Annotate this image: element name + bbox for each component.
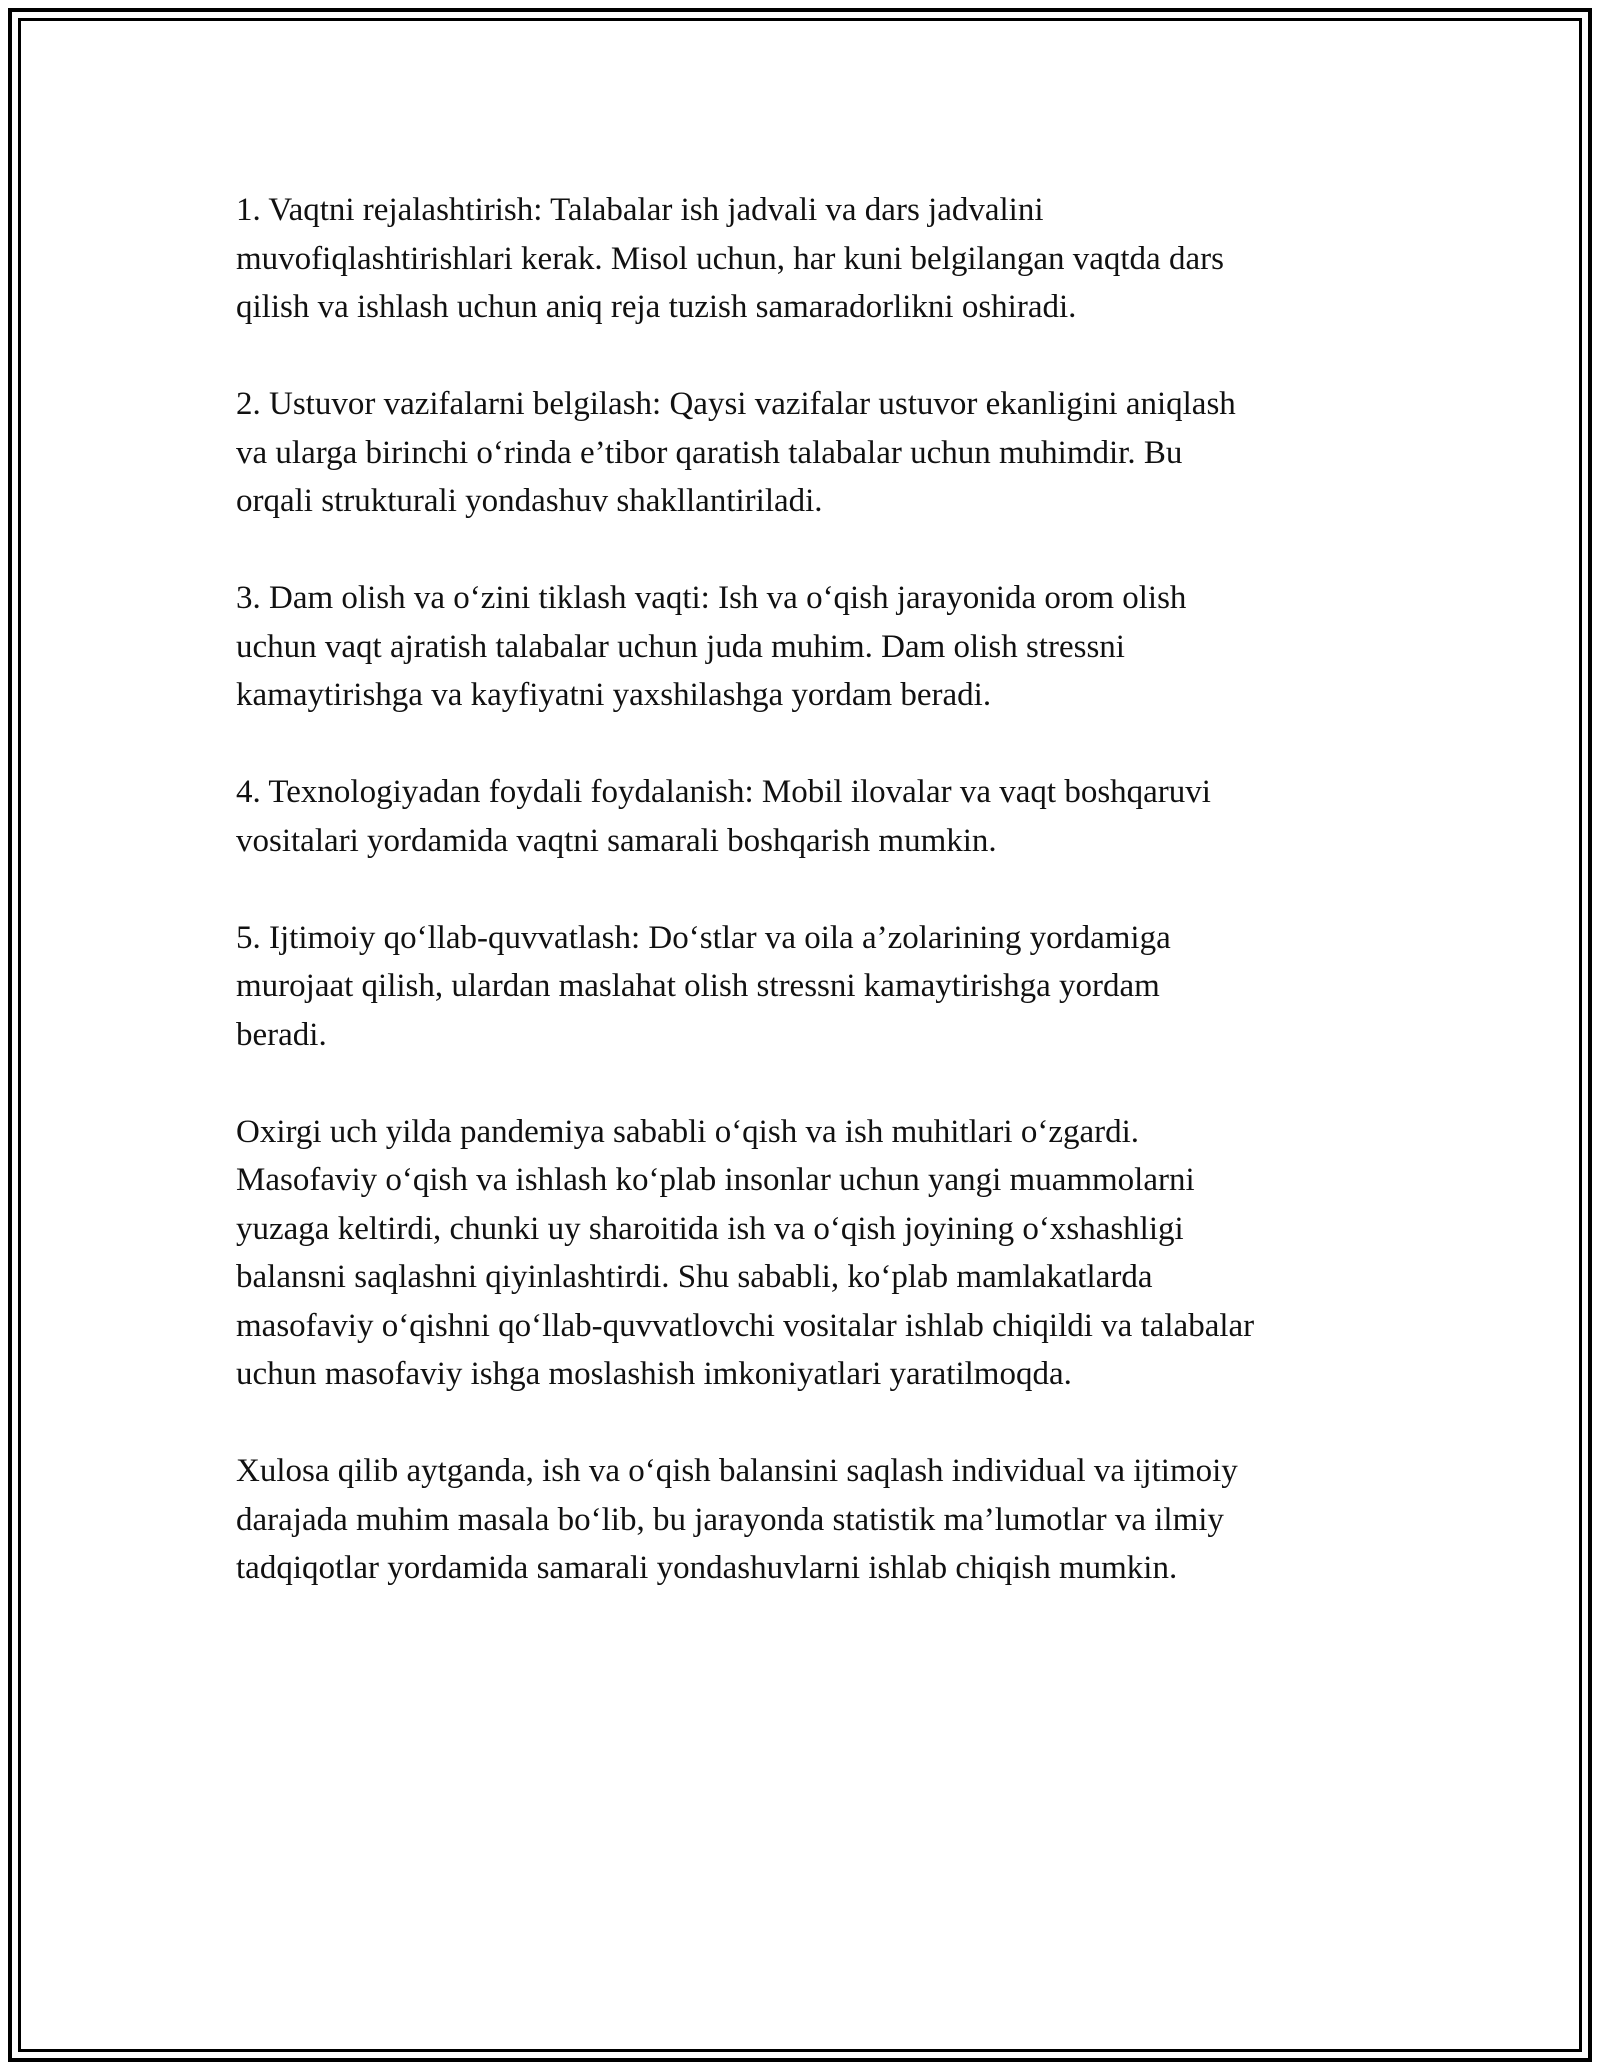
- text-line: uchun vaqt ajratish talabalar uchun juda muhim. Dam olish stressni: [236, 628, 1125, 665]
- text-line: yuzaga keltirdi, chunki uy sharoitida ish va o‘qish joyining o‘xshashligi: [236, 1210, 1184, 1247]
- text-line: Oxirgi uch yilda pandemiya sababli o‘qish va ish muhitlari o‘zgardi.: [236, 1113, 1140, 1150]
- text-line: 4. Texnologiyadan foydali foydalanish: Mobil ilovalar va vaqt boshqaruvi: [236, 774, 1211, 810]
- paragraph-conclusion: [236, 1447, 1386, 1593]
- text-line: orqali strukturali yondashuv shakllantiriladi.: [236, 483, 823, 519]
- text-line: 1. Vaqtni rejalashtirish: Talabalar ish jadvali va dars jadvalini: [236, 192, 1044, 228]
- document-body: [236, 186, 1386, 1641]
- paragraph-technology: [236, 768, 1386, 865]
- text-line: Masofaviy o‘qish va ishlash ko‘plab insonlar uchun yangi muammolarni: [236, 1162, 1195, 1198]
- paragraph-time-planning: [236, 186, 1386, 332]
- text-line: va ularga birinchi o‘rinda e’tibor qaratish talabalar uchun muhimdir. Bu: [236, 434, 1183, 471]
- text-line: 5. Ijtimoiy qo‘llab-quvvatlash: Do‘stlar va oila a’zolarining yordamiga: [236, 919, 1171, 956]
- text-line: murojaat qilish, ulardan maslahat olish stressni kamaytirishga yordam: [236, 968, 1160, 1004]
- text-line: vositalari yordamida vaqtni samarali boshqarish mumkin.: [236, 822, 997, 859]
- text-line: qilish va ishlash uchun aniq reja tuzish samaradorlikni oshiradi.: [236, 289, 1077, 325]
- text-line: 3. Dam olish va o‘zini tiklash vaqti: Ish va o‘qish jarayonida orom olish: [236, 580, 1187, 616]
- paragraph-priorities: [236, 380, 1386, 526]
- text-line: balansni saqlashni qiyinlashtirdi. Shu sababli, ko‘plab mamlakatlarda: [236, 1259, 1153, 1295]
- text-line: darajada muhim masala bo‘lib, bu jarayonda statistik ma’lumotlar va ilmiy: [236, 1501, 1224, 1538]
- text-line: beradi.: [236, 1016, 327, 1053]
- text-line: masofaviy o‘qishni qo‘llab-quvvatlovchi vositalar ishlab chiqildi va talabalar: [236, 1307, 1255, 1344]
- paragraph-pandemic: [236, 1108, 1386, 1399]
- text-line: kamaytirishga va kayfiyatni yaxshilashga yordam beradi.: [236, 677, 992, 713]
- text-line: 2. Ustuvor vazifalarni belgilash: Qaysi vazifalar ustuvor ekanligini aniqlash: [236, 386, 1236, 422]
- paragraph-rest: [236, 574, 1386, 720]
- text-line: Xulosa qilib aytganda, ish va o‘qish balansini saqlash individual va ijtimoiy: [236, 1453, 1238, 1489]
- text-line: uchun masofaviy ishga moslashish imkoniyatlari yaratilmoqda.: [236, 1356, 1072, 1392]
- paragraph-social-support: [236, 914, 1386, 1060]
- text-line: tadqiqotlar yordamida samarali yondashuvlarni ishlab chiqish mumkin.: [236, 1550, 1178, 1586]
- text-line: muvofiqlashtirishlari kerak. Misol uchun, har kuni belgilangan vaqtda dars: [236, 240, 1224, 277]
